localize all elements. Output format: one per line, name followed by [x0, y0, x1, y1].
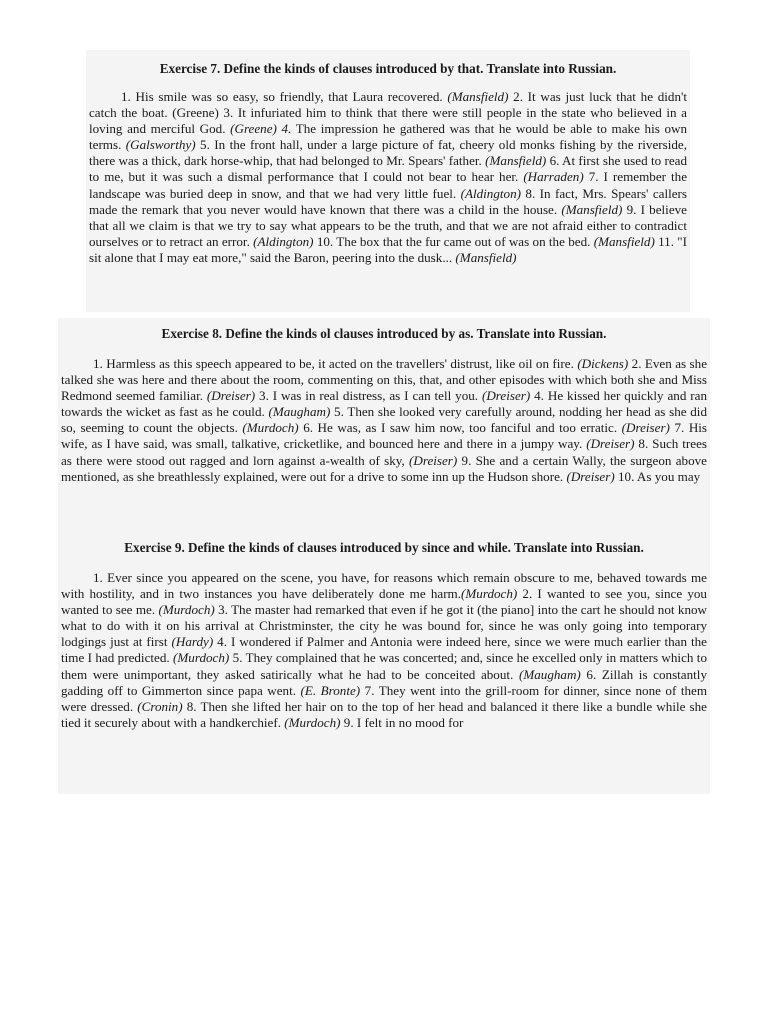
sentence-text: 6. At first she used to read to me, but it was such a dismal performance that I could not bear to hear her. — [89, 153, 688, 185]
source-citation: (Mansfield) — [593, 233, 655, 249]
source-citation: (Mansfield) — [447, 89, 509, 104]
sentence-text: 6. Zillah is constantly gadding off to Gimmerton since papa went. — [61, 666, 707, 698]
sentence-text: 1. Harmless as this speech appeared to be, it acted on the travellers' distrust, like oil on fire. — [93, 356, 578, 371]
sentence-text: 1. His smile was so easy, so friendly, that Laura recovered. — [121, 89, 448, 104]
source-citation: (Galsworthy) — [125, 137, 196, 153]
sentence-text: The impression he gathered was that he would be able to make his own terms. — [89, 121, 687, 153]
sentence-text: 2. I wanted to see you, since you wanted to see me. — [61, 586, 707, 618]
sentence-text: 5. Then she looked very carefully around, nodding her head as she did so, seeming to count the objects. — [61, 404, 707, 436]
source-citation: (Cronin) — [137, 698, 183, 714]
source-citation: (Dreiser) — [409, 452, 458, 468]
sentence-text: 10. The box that the fur came out of was on the bed. — [313, 233, 594, 249]
source-citation: (Dreiser) — [206, 388, 256, 404]
source-citation: (Dreiser) — [586, 436, 635, 452]
source-citation: (Murdoch) — [284, 714, 341, 730]
exercise-9-text — [58, 570, 710, 731]
sentence-text: 3. I was in real distress, as I can tell you. — [255, 388, 482, 404]
exercise-9-title: Exercise 9. Define the kinds of clauses introduced by since and while. Translate into Russian. — [124, 540, 644, 555]
sentence-text: 4. I wondered if Palmer and Antonia were indeed here, since we were much earlier than the time I had predicted. — [61, 634, 707, 666]
source-citation: (Dreiser) — [481, 388, 531, 404]
exercise-7-paragraph — [89, 89, 687, 266]
exercise-8-text — [58, 356, 710, 524]
source-citation: (Maugham) — [268, 404, 331, 420]
exercise-8-title: Exercise 8. Define the kinds ol clauses introduced by as. Translate into Russian. — [161, 326, 607, 341]
sentence-text: 9. She and a certain Wally, the surgeon above mentioned, as she breathlessly explained, were out for a drive to some inn up the Hudson shore. — [61, 452, 707, 484]
sentence-text: 5. In the front hall, under a large picture of fat, cheery old monks fishing by the riverside, there was a thick, dark horse-whip, that had belonged to Mr. Spears' father. — [89, 137, 687, 169]
sentence-text: 5. They complained that he was concerted; and, since he excelled only in matters which to them were unimportant, they asked satirically what he had to be conceited about. — [61, 650, 707, 682]
source-citation: (Greene) 4. — [230, 121, 292, 137]
sentence-text: 7. They went into the grill-room for dinner, since none of them were dressed. — [61, 682, 708, 714]
source-citation: (Aldington) — [460, 185, 521, 201]
source-citation: (Harraden) — [523, 169, 584, 185]
source-citation: (Dreiser) — [566, 468, 615, 484]
sentence-text: 8. Such trees as there were stood out ragged and lorn against a-wealth of sky, — [61, 436, 708, 468]
source-citation: (Dreiser) — [621, 420, 670, 436]
sentence-text: 9. I believe that all we claim is that we try to say what appears to be the truth, and that we are not afraid either to contradict ourselves or to retract an error. — [89, 201, 687, 249]
exercise-7-text — [86, 89, 690, 266]
sentence-text: 8. In fact, Mrs. Spears' callers made the remark that you never would have known that there was a child in the house. — [89, 185, 687, 217]
exercise-9-paragraph — [61, 570, 707, 731]
sentence-text: 7. His wife, as I have said, was small, talkative, cricketlike, and bounced here and there in a jumpy way. — [61, 420, 708, 452]
sentence-text: 10. As you may — [614, 468, 701, 484]
sentence-text: 3. The master had remarked that even if he got it (the piano] into the cart he should not know what to do with it on his arrival at Christminster, the city he was bound for, since he was only going into temporary lodgings just at first — [61, 602, 707, 650]
sentence-text: 2. Even as she talked she was here and there about the room, commenting on this, that, and other episodes with which both she and Miss Redmond seemed familiar. — [61, 356, 708, 404]
source-citation: (Mansfield) — [455, 249, 517, 265]
source-citation: (Aldington) — [253, 233, 314, 249]
sentence-text: 11. "I sit alone that I may eat more," said the Baron, peering into the dusk... — [89, 233, 688, 265]
exercise-8-paragraph — [61, 356, 707, 485]
source-citation: (Murdoch) — [461, 586, 518, 602]
source-citation: (Dickens) — [577, 356, 629, 371]
source-citation: (Murdoch) — [173, 650, 230, 666]
source-citation: (E. Bronte) — [300, 682, 361, 698]
sentence-text: 6. He was, as I saw him now, too fanciful and too erratic. — [298, 420, 622, 436]
exercise-7-section — [86, 50, 690, 312]
sentence-text: 2. It was just luck that he didn't catch the boat. (Greene) 3. It infuriated him to think that there were still people in the state who believed in a loving and merciful God. — [89, 89, 687, 137]
sentence-text: 8. Then she lifted her hair on to the top of her head and balanced it there like a bundle while she tied it securely about with a handkerchief. — [61, 698, 707, 730]
sentence-text: 9. I felt in no mood for — [340, 714, 464, 730]
sentence-text: 1. Ever since you appeared on the scene, you have, for reasons which remain obscure to me, behaved towards me with hostility, and in two instances you have deliberately done me harm. — [61, 570, 707, 602]
source-citation: (Mansfield) — [485, 153, 547, 169]
sentence-text: 7. I remember the landscape was buried deep in snow, and that we had very little fuel. — [89, 169, 688, 201]
exercise-9-section — [58, 532, 710, 794]
source-citation: (Hardy) — [171, 634, 214, 650]
source-citation: (Murdoch) — [158, 602, 215, 618]
exercise-7-title: Exercise 7. Define the kinds of clauses introduced by that. Translate into Russian. — [159, 61, 617, 76]
source-citation: (Mansfield) — [561, 201, 623, 217]
source-citation: (Maugham) — [518, 666, 581, 682]
source-citation: (Murdoch) — [242, 420, 299, 436]
exercise-8-section — [58, 318, 710, 532]
sentence-text: 4. He kissed her quickly and ran towards the wicket as fast as he could. — [61, 388, 708, 420]
